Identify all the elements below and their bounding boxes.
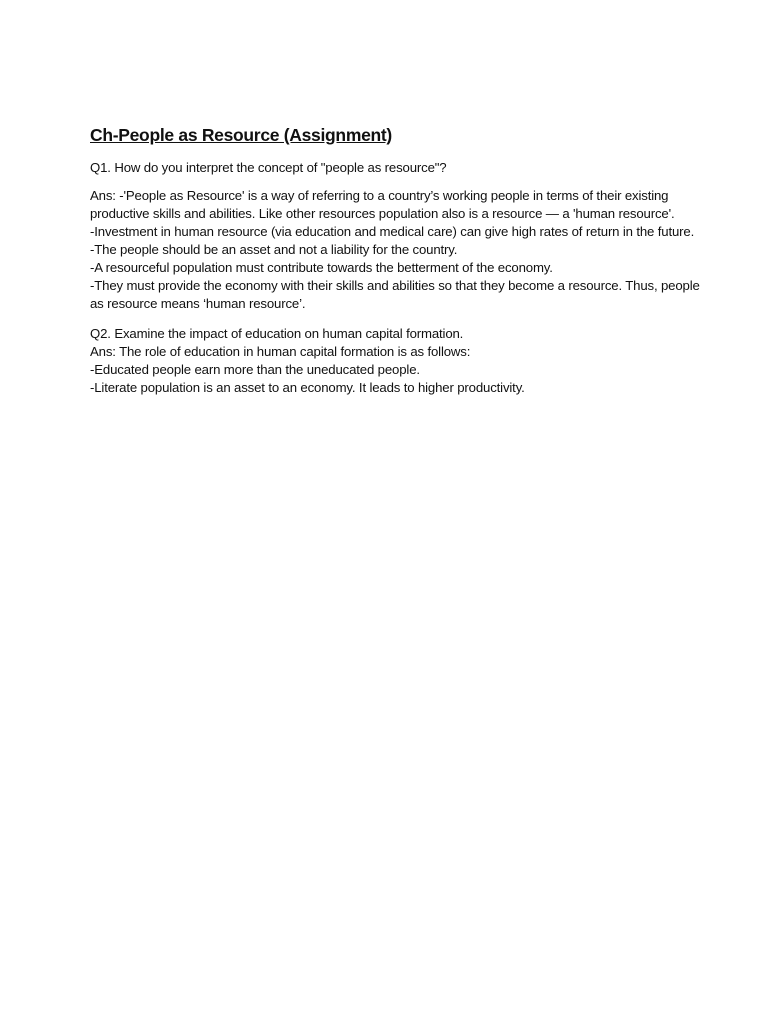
answer-1-line: -Investment in human resource (via education and medical care) can give high rates of return in the future. — [90, 224, 695, 239]
answer-1 — [90, 187, 700, 313]
answer-2-line: Ans: The role of education in human capital formation is as follows: — [90, 344, 471, 359]
answer-1-line: productive skills and abilities. Like other resources population also is a resource — a 'human resource'. — [90, 206, 675, 221]
question-1: Q1. How do you interpret the concept of "people as resource"? — [90, 160, 447, 175]
question-2-block — [90, 325, 690, 397]
document-content — [90, 124, 700, 409]
answer-1-line: Ans: -'People as Resource' is a way of referring to a country’s working people in terms of their existing — [90, 188, 669, 203]
answer-2-line: -Literate population is an asset to an economy. It leads to higher productivity. — [90, 380, 525, 395]
question-2: Q2. Examine the impact of education on human capital formation. — [90, 326, 464, 341]
answer-2-line: -Educated people earn more than the uneducated people. — [90, 362, 420, 377]
document-title: Ch-People as Resource (Assignment) — [90, 125, 392, 145]
answer-1-line: -A resourceful population must contribute towards the betterment of the economy. — [90, 260, 553, 275]
answer-1-line: as resource means ‘human resource’. — [90, 296, 306, 311]
answer-1-line: -They must provide the economy with their skills and abilities so that they become a resource. Thus, people — [90, 278, 700, 293]
answer-1-line: -The people should be an asset and not a liability for the country. — [90, 242, 458, 257]
